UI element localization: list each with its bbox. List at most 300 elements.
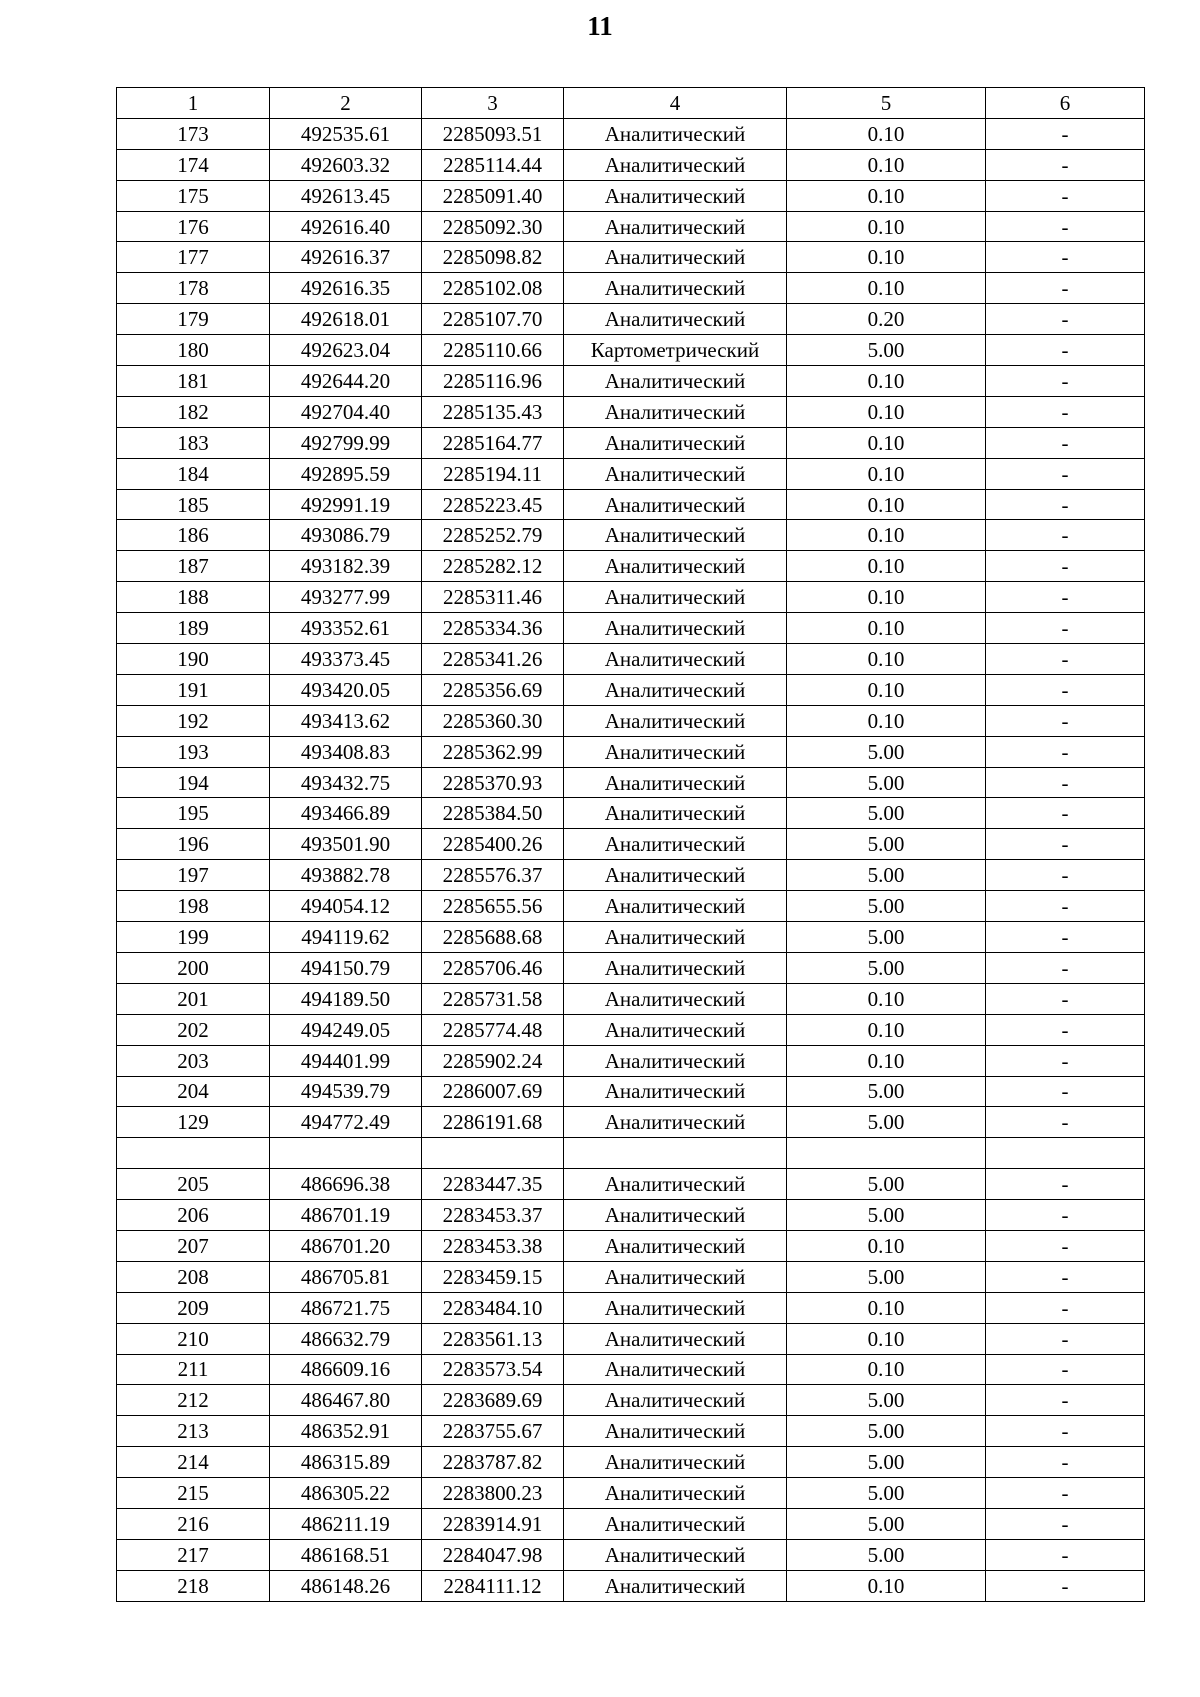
accuracy-cell: 0.10 <box>787 211 986 242</box>
x-coordinate-cell: 492618.01 <box>270 304 422 335</box>
y-coordinate-cell: 2285164.77 <box>422 427 564 458</box>
note-cell: - <box>986 551 1145 582</box>
method-cell: Аналитический <box>564 736 787 767</box>
note-cell: - <box>986 829 1145 860</box>
table-row <box>117 1230 1145 1261</box>
table-header-row <box>117 88 1145 119</box>
table-row <box>117 613 1145 644</box>
accuracy-cell: 0.10 <box>787 1354 986 1385</box>
x-coordinate-cell: 492799.99 <box>270 427 422 458</box>
accuracy-cell: 0.10 <box>787 705 986 736</box>
table-row <box>117 211 1145 242</box>
y-coordinate-cell: 2285093.51 <box>422 118 564 149</box>
table-row <box>117 1323 1145 1354</box>
table-row <box>117 829 1145 860</box>
point-number-cell: 196 <box>117 829 270 860</box>
table-row <box>117 891 1145 922</box>
x-coordinate-cell: 492616.35 <box>270 273 422 304</box>
x-coordinate-cell: 492603.32 <box>270 149 422 180</box>
table-row <box>117 705 1145 736</box>
point-number-cell: 205 <box>117 1169 270 1200</box>
table-row <box>117 1539 1145 1570</box>
x-coordinate-cell: 493413.62 <box>270 705 422 736</box>
method-cell: Аналитический <box>564 366 787 397</box>
table-row <box>117 149 1145 180</box>
table-row <box>117 1045 1145 1076</box>
accuracy-cell: 5.00 <box>787 1416 986 1447</box>
accuracy-cell: 5.00 <box>787 1261 986 1292</box>
y-coordinate-cell: 2284111.12 <box>422 1570 564 1601</box>
accuracy-cell: 0.10 <box>787 644 986 675</box>
y-coordinate-cell: 2283755.67 <box>422 1416 564 1447</box>
y-coordinate-cell: 2285223.45 <box>422 489 564 520</box>
x-coordinate-cell: 493182.39 <box>270 551 422 582</box>
accuracy-cell: 5.00 <box>787 1200 986 1231</box>
y-coordinate-cell: 2285282.12 <box>422 551 564 582</box>
x-coordinate-cell: 493277.99 <box>270 582 422 613</box>
note-cell: - <box>986 1323 1145 1354</box>
accuracy-cell: 0.10 <box>787 489 986 520</box>
point-number-cell <box>117 1138 270 1169</box>
accuracy-cell <box>787 1138 986 1169</box>
y-coordinate-cell: 2285360.30 <box>422 705 564 736</box>
point-number-cell: 195 <box>117 798 270 829</box>
method-cell: Аналитический <box>564 1323 787 1354</box>
note-cell: - <box>986 1508 1145 1539</box>
accuracy-cell: 0.10 <box>787 551 986 582</box>
x-coordinate-cell: 494189.50 <box>270 983 422 1014</box>
table-row <box>117 1292 1145 1323</box>
x-coordinate-cell: 493882.78 <box>270 860 422 891</box>
x-coordinate-cell: 486148.26 <box>270 1570 422 1601</box>
y-coordinate-cell: 2284047.98 <box>422 1539 564 1570</box>
point-number-cell: 208 <box>117 1261 270 1292</box>
method-cell: Аналитический <box>564 1354 787 1385</box>
note-cell: - <box>986 1014 1145 1045</box>
table-row <box>117 489 1145 520</box>
coordinates-table <box>116 87 1145 1602</box>
note-cell: - <box>986 458 1145 489</box>
table-row <box>117 396 1145 427</box>
accuracy-cell: 5.00 <box>787 829 986 860</box>
point-number-cell: 207 <box>117 1230 270 1261</box>
table-row <box>117 551 1145 582</box>
accuracy-cell: 0.10 <box>787 613 986 644</box>
x-coordinate-cell: 486696.38 <box>270 1169 422 1200</box>
point-number-cell: 212 <box>117 1385 270 1416</box>
method-cell: Аналитический <box>564 829 787 860</box>
y-coordinate-cell: 2283561.13 <box>422 1323 564 1354</box>
x-coordinate-cell: 492535.61 <box>270 118 422 149</box>
point-number-cell: 186 <box>117 520 270 551</box>
method-cell: Аналитический <box>564 1014 787 1045</box>
method-cell: Аналитический <box>564 242 787 273</box>
method-cell: Аналитический <box>564 1416 787 1447</box>
note-cell: - <box>986 1447 1145 1478</box>
accuracy-cell: 5.00 <box>787 1107 986 1138</box>
table-row <box>117 520 1145 551</box>
table-row <box>117 242 1145 273</box>
note-cell: - <box>986 798 1145 829</box>
method-cell: Аналитический <box>564 952 787 983</box>
point-number-cell: 183 <box>117 427 270 458</box>
accuracy-cell: 0.10 <box>787 149 986 180</box>
method-cell: Аналитический <box>564 644 787 675</box>
table-row <box>117 1107 1145 1138</box>
method-cell: Аналитический <box>564 1292 787 1323</box>
table-row <box>117 1385 1145 1416</box>
point-number-cell: 187 <box>117 551 270 582</box>
accuracy-cell: 0.10 <box>787 242 986 273</box>
method-cell: Аналитический <box>564 273 787 304</box>
note-cell: - <box>986 180 1145 211</box>
accuracy-cell: 0.10 <box>787 674 986 705</box>
method-cell: Аналитический <box>564 1045 787 1076</box>
method-cell: Аналитический <box>564 705 787 736</box>
y-coordinate-cell: 2285252.79 <box>422 520 564 551</box>
note-cell: - <box>986 1416 1145 1447</box>
method-cell: Аналитический <box>564 427 787 458</box>
x-coordinate-cell: 486315.89 <box>270 1447 422 1478</box>
y-coordinate-cell: 2285362.99 <box>422 736 564 767</box>
x-coordinate-cell: 492613.45 <box>270 180 422 211</box>
method-cell: Аналитический <box>564 1261 787 1292</box>
table-row <box>117 118 1145 149</box>
point-number-cell: 217 <box>117 1539 270 1570</box>
method-cell: Аналитический <box>564 1107 787 1138</box>
point-number-cell: 193 <box>117 736 270 767</box>
method-cell: Аналитический <box>564 1539 787 1570</box>
column-header: 3 <box>422 88 564 119</box>
x-coordinate-cell: 493086.79 <box>270 520 422 551</box>
table-row <box>117 860 1145 891</box>
method-cell: Аналитический <box>564 149 787 180</box>
table-row <box>117 304 1145 335</box>
note-cell: - <box>986 335 1145 366</box>
accuracy-cell: 0.10 <box>787 1045 986 1076</box>
table-row <box>117 736 1145 767</box>
method-cell: Аналитический <box>564 983 787 1014</box>
note-cell: - <box>986 767 1145 798</box>
accuracy-cell: 0.10 <box>787 118 986 149</box>
point-number-cell: 218 <box>117 1570 270 1601</box>
y-coordinate-cell: 2283787.82 <box>422 1447 564 1478</box>
note-cell: - <box>986 1354 1145 1385</box>
column-header: 5 <box>787 88 986 119</box>
column-header: 4 <box>564 88 787 119</box>
point-number-cell: 184 <box>117 458 270 489</box>
table-row <box>117 1014 1145 1045</box>
page-number: 11 <box>587 11 613 41</box>
point-number-cell: 199 <box>117 922 270 953</box>
accuracy-cell: 5.00 <box>787 1447 986 1478</box>
method-cell: Аналитический <box>564 1076 787 1107</box>
table-row <box>117 1261 1145 1292</box>
table-body <box>117 88 1145 1602</box>
point-number-cell: 206 <box>117 1200 270 1231</box>
note-cell: - <box>986 705 1145 736</box>
note-cell: - <box>986 149 1145 180</box>
y-coordinate-cell: 2285102.08 <box>422 273 564 304</box>
table-row <box>117 1200 1145 1231</box>
note-cell: - <box>986 1261 1145 1292</box>
note-cell: - <box>986 1230 1145 1261</box>
point-number-cell: 189 <box>117 613 270 644</box>
table-row <box>117 767 1145 798</box>
method-cell: Аналитический <box>564 396 787 427</box>
accuracy-cell: 5.00 <box>787 891 986 922</box>
table-row <box>117 1138 1145 1169</box>
note-cell: - <box>986 1292 1145 1323</box>
point-number-cell: 178 <box>117 273 270 304</box>
accuracy-cell: 0.10 <box>787 180 986 211</box>
note-cell: - <box>986 304 1145 335</box>
table-row <box>117 674 1145 705</box>
x-coordinate-cell: 486632.79 <box>270 1323 422 1354</box>
note-cell: - <box>986 396 1145 427</box>
column-header: 1 <box>117 88 270 119</box>
x-coordinate-cell: 494249.05 <box>270 1014 422 1045</box>
accuracy-cell: 0.10 <box>787 1014 986 1045</box>
table-row <box>117 1447 1145 1478</box>
point-number-cell: 174 <box>117 149 270 180</box>
point-number-cell: 214 <box>117 1447 270 1478</box>
method-cell: Аналитический <box>564 1508 787 1539</box>
table-row <box>117 335 1145 366</box>
accuracy-cell: 0.10 <box>787 983 986 1014</box>
method-cell: Картометрический <box>564 335 787 366</box>
table-row <box>117 922 1145 953</box>
accuracy-cell: 0.10 <box>787 1292 986 1323</box>
y-coordinate-cell: 2283453.37 <box>422 1200 564 1231</box>
note-cell: - <box>986 891 1145 922</box>
method-cell: Аналитический <box>564 674 787 705</box>
y-coordinate-cell: 2283573.54 <box>422 1354 564 1385</box>
x-coordinate-cell: 486609.16 <box>270 1354 422 1385</box>
x-coordinate-cell: 486168.51 <box>270 1539 422 1570</box>
point-number-cell: 129 <box>117 1107 270 1138</box>
y-coordinate-cell: 2285341.26 <box>422 644 564 675</box>
y-coordinate-cell: 2285116.96 <box>422 366 564 397</box>
note-cell: - <box>986 1385 1145 1416</box>
method-cell <box>564 1138 787 1169</box>
point-number-cell: 198 <box>117 891 270 922</box>
note-cell: - <box>986 582 1145 613</box>
y-coordinate-cell: 2285334.36 <box>422 613 564 644</box>
point-number-cell: 209 <box>117 1292 270 1323</box>
note-cell: - <box>986 1045 1145 1076</box>
y-coordinate-cell: 2285576.37 <box>422 860 564 891</box>
point-number-cell: 177 <box>117 242 270 273</box>
accuracy-cell: 5.00 <box>787 860 986 891</box>
x-coordinate-cell <box>270 1138 422 1169</box>
y-coordinate-cell: 2286191.68 <box>422 1107 564 1138</box>
x-coordinate-cell: 486705.81 <box>270 1261 422 1292</box>
point-number-cell: 210 <box>117 1323 270 1354</box>
point-number-cell: 211 <box>117 1354 270 1385</box>
x-coordinate-cell: 486467.80 <box>270 1385 422 1416</box>
y-coordinate-cell: 2285902.24 <box>422 1045 564 1076</box>
point-number-cell: 194 <box>117 767 270 798</box>
point-number-cell: 203 <box>117 1045 270 1076</box>
y-coordinate-cell: 2285774.48 <box>422 1014 564 1045</box>
accuracy-cell: 5.00 <box>787 335 986 366</box>
accuracy-cell: 0.10 <box>787 366 986 397</box>
method-cell: Аналитический <box>564 767 787 798</box>
y-coordinate-cell: 2285655.56 <box>422 891 564 922</box>
x-coordinate-cell: 492704.40 <box>270 396 422 427</box>
point-number-cell: 182 <box>117 396 270 427</box>
note-cell: - <box>986 922 1145 953</box>
note-cell: - <box>986 860 1145 891</box>
note-cell: - <box>986 1539 1145 1570</box>
x-coordinate-cell: 492616.40 <box>270 211 422 242</box>
y-coordinate-cell: 2285688.68 <box>422 922 564 953</box>
y-coordinate-cell: 2285107.70 <box>422 304 564 335</box>
point-number-cell: 202 <box>117 1014 270 1045</box>
table-row <box>117 180 1145 211</box>
method-cell: Аналитический <box>564 551 787 582</box>
method-cell: Аналитический <box>564 1570 787 1601</box>
table-row <box>117 458 1145 489</box>
x-coordinate-cell: 486721.75 <box>270 1292 422 1323</box>
y-coordinate-cell: 2283453.38 <box>422 1230 564 1261</box>
accuracy-cell: 5.00 <box>787 1076 986 1107</box>
point-number-cell: 190 <box>117 644 270 675</box>
x-coordinate-cell: 486211.19 <box>270 1508 422 1539</box>
accuracy-cell: 0.10 <box>787 427 986 458</box>
table-row <box>117 798 1145 829</box>
method-cell: Аналитический <box>564 304 787 335</box>
note-cell: - <box>986 273 1145 304</box>
method-cell: Аналитический <box>564 211 787 242</box>
note-cell: - <box>986 489 1145 520</box>
accuracy-cell: 5.00 <box>787 1385 986 1416</box>
note-cell: - <box>986 1478 1145 1509</box>
note-cell: - <box>986 1076 1145 1107</box>
y-coordinate-cell: 2285135.43 <box>422 396 564 427</box>
note-cell: - <box>986 520 1145 551</box>
y-coordinate-cell: 2285731.58 <box>422 983 564 1014</box>
method-cell: Аналитический <box>564 1447 787 1478</box>
x-coordinate-cell: 494772.49 <box>270 1107 422 1138</box>
accuracy-cell: 0.10 <box>787 396 986 427</box>
note-cell: - <box>986 736 1145 767</box>
note-cell: - <box>986 1200 1145 1231</box>
method-cell: Аналитический <box>564 860 787 891</box>
x-coordinate-cell: 492895.59 <box>270 458 422 489</box>
note-cell: - <box>986 1570 1145 1601</box>
table-row <box>117 1570 1145 1601</box>
y-coordinate-cell: 2286007.69 <box>422 1076 564 1107</box>
accuracy-cell: 5.00 <box>787 952 986 983</box>
y-coordinate-cell: 2285706.46 <box>422 952 564 983</box>
accuracy-cell: 0.10 <box>787 1230 986 1261</box>
x-coordinate-cell: 486305.22 <box>270 1478 422 1509</box>
y-coordinate-cell: 2285114.44 <box>422 149 564 180</box>
table-row <box>117 1416 1145 1447</box>
x-coordinate-cell: 493420.05 <box>270 674 422 705</box>
point-number-cell: 176 <box>117 211 270 242</box>
x-coordinate-cell: 486352.91 <box>270 1416 422 1447</box>
point-number-cell: 173 <box>117 118 270 149</box>
accuracy-cell: 5.00 <box>787 767 986 798</box>
point-number-cell: 188 <box>117 582 270 613</box>
x-coordinate-cell: 494054.12 <box>270 891 422 922</box>
method-cell: Аналитический <box>564 118 787 149</box>
method-cell: Аналитический <box>564 798 787 829</box>
note-cell: - <box>986 613 1145 644</box>
accuracy-cell: 5.00 <box>787 1539 986 1570</box>
point-number-cell: 192 <box>117 705 270 736</box>
x-coordinate-cell: 493501.90 <box>270 829 422 860</box>
y-coordinate-cell: 2283689.69 <box>422 1385 564 1416</box>
y-coordinate-cell: 2285091.40 <box>422 180 564 211</box>
x-coordinate-cell: 494119.62 <box>270 922 422 953</box>
accuracy-cell: 0.10 <box>787 1570 986 1601</box>
point-number-cell: 180 <box>117 335 270 366</box>
accuracy-cell: 0.10 <box>787 520 986 551</box>
method-cell: Аналитический <box>564 613 787 644</box>
table-row <box>117 366 1145 397</box>
y-coordinate-cell: 2285194.11 <box>422 458 564 489</box>
column-header: 6 <box>986 88 1145 119</box>
x-coordinate-cell: 493408.83 <box>270 736 422 767</box>
method-cell: Аналитический <box>564 180 787 211</box>
point-number-cell: 197 <box>117 860 270 891</box>
method-cell: Аналитический <box>564 458 787 489</box>
x-coordinate-cell: 492644.20 <box>270 366 422 397</box>
table-row <box>117 1076 1145 1107</box>
note-cell <box>986 1138 1145 1169</box>
accuracy-cell: 0.20 <box>787 304 986 335</box>
note-cell: - <box>986 366 1145 397</box>
table-row <box>117 273 1145 304</box>
point-number-cell: 200 <box>117 952 270 983</box>
point-number-cell: 191 <box>117 674 270 705</box>
y-coordinate-cell: 2283484.10 <box>422 1292 564 1323</box>
x-coordinate-cell: 494401.99 <box>270 1045 422 1076</box>
note-cell: - <box>986 118 1145 149</box>
point-number-cell: 213 <box>117 1416 270 1447</box>
point-number-cell: 175 <box>117 180 270 211</box>
table-row <box>117 1508 1145 1539</box>
table-row <box>117 644 1145 675</box>
method-cell: Аналитический <box>564 1200 787 1231</box>
accuracy-cell: 0.10 <box>787 582 986 613</box>
y-coordinate-cell: 2283914.91 <box>422 1508 564 1539</box>
method-cell: Аналитический <box>564 489 787 520</box>
x-coordinate-cell: 492991.19 <box>270 489 422 520</box>
point-number-cell: 201 <box>117 983 270 1014</box>
y-coordinate-cell: 2283459.15 <box>422 1261 564 1292</box>
method-cell: Аналитический <box>564 520 787 551</box>
accuracy-cell: 0.10 <box>787 458 986 489</box>
y-coordinate-cell: 2285311.46 <box>422 582 564 613</box>
note-cell: - <box>986 644 1145 675</box>
method-cell: Аналитический <box>564 922 787 953</box>
x-coordinate-cell: 494539.79 <box>270 1076 422 1107</box>
table-row <box>117 1354 1145 1385</box>
table-row <box>117 1169 1145 1200</box>
point-number-cell: 215 <box>117 1478 270 1509</box>
y-coordinate-cell: 2285400.26 <box>422 829 564 860</box>
y-coordinate-cell <box>422 1138 564 1169</box>
accuracy-cell: 5.00 <box>787 1478 986 1509</box>
y-coordinate-cell: 2283800.23 <box>422 1478 564 1509</box>
y-coordinate-cell: 2285110.66 <box>422 335 564 366</box>
accuracy-cell: 5.00 <box>787 922 986 953</box>
